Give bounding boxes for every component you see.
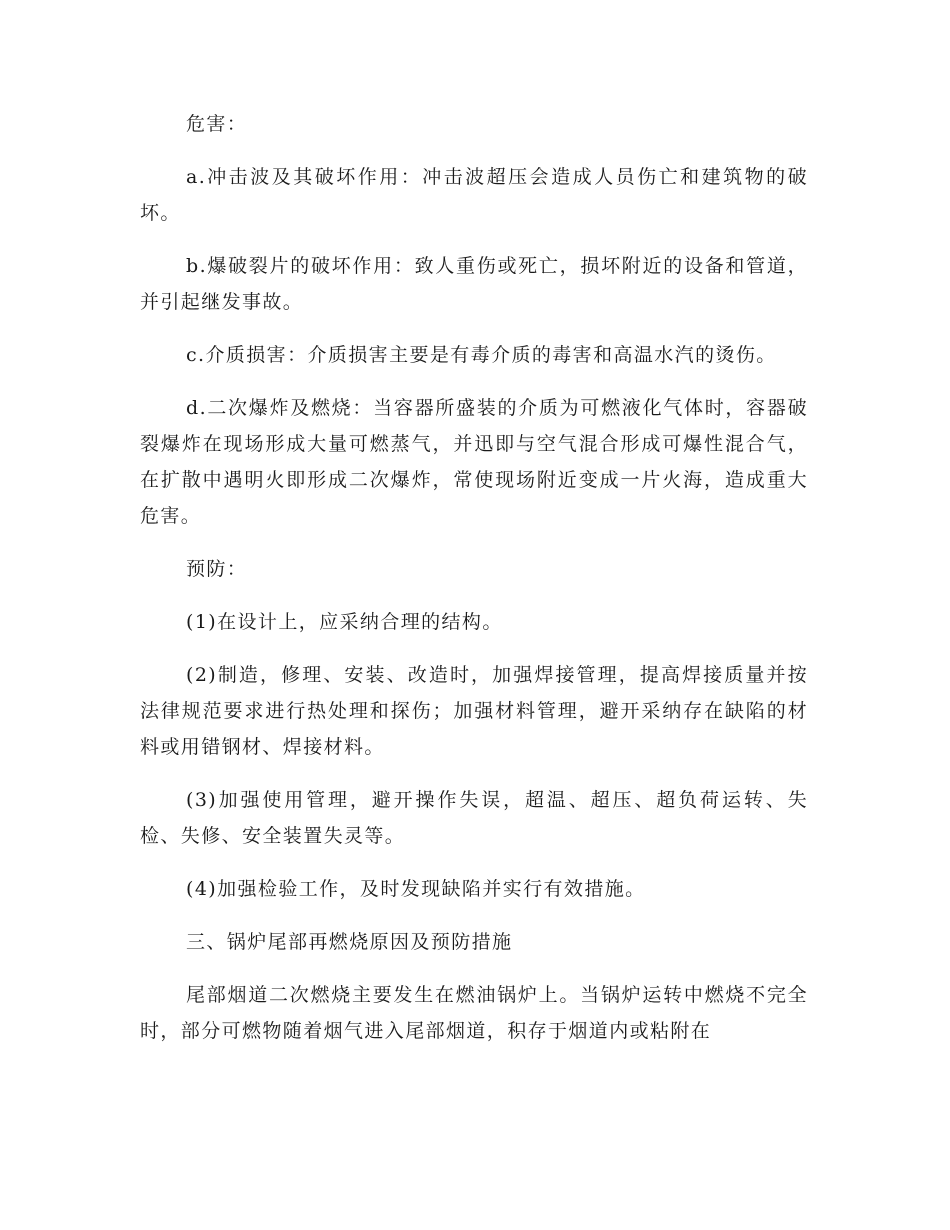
prevention-item-3: (3)加强使用管理，避开操作失误，超温、超压、超负荷运转、失检、失修、安全装置失灵等。 — [140, 789, 808, 847]
section-heading-3: 三、锅炉尾部再燃烧原因及预防措施 — [186, 931, 513, 953]
document-body — [140, 106, 808, 1066]
prevention-item-1: (1)在设计上，应采纳合理的结构。 — [186, 611, 503, 633]
heading-prevention: 预防： — [186, 558, 248, 580]
heading-hazards: 危害： — [186, 113, 248, 135]
hazard-item-a: a.冲击波及其破坏作用：冲击波超压会造成人员伤亡和建筑物的破坏。 — [140, 166, 808, 224]
hazard-item-d: d.二次爆炸及燃烧：当容器所盛装的介质为可燃液化气体时，容器破裂爆炸在现场形成大量可燃蒸气，并迅即与空气混合形成可爆性混合气，在扩散中遇明火即形成二次爆炸，常使现场附近变成一片火海，造成重大危害。 — [140, 397, 808, 527]
prevention-item-4: (4)加强检验工作，及时发现缺陷并实行有效措施。 — [186, 878, 646, 900]
hazard-item-c: c.介质损害：介质损害主要是有毒介质的毒害和高温水汽的烫伤。 — [186, 344, 777, 366]
hazard-item-b: b.爆破裂片的破坏作用：致人重伤或死亡，损坏附近的设备和管道，并引起继发事故。 — [140, 255, 808, 313]
prevention-item-2: (2)制造，修理、安装、改造时，加强焊接管理，提高焊接质量并按法律规范要求进行热处理和探伤；加强材料管理，避开采纳存在缺陷的材料或用错钢材、焊接材料。 — [140, 664, 808, 758]
section-3-paragraph: 尾部烟道二次燃烧主要发生在燃油锅炉上。当锅炉运转中燃烧不完全时，部分可燃物随着烟气进入尾部烟道，积存于烟道内或粘附在 — [140, 984, 808, 1042]
